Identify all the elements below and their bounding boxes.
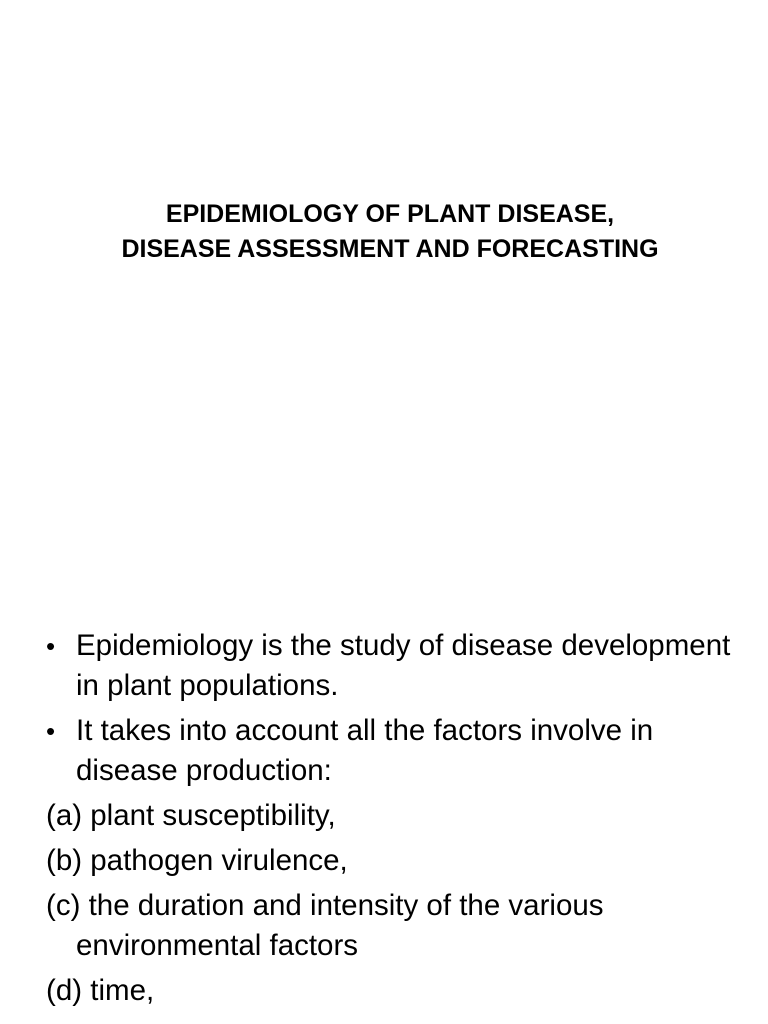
- list-item: (c) the duration and intensity of the various environmental factors: [46, 889, 604, 962]
- list-item: (d) time,: [46, 974, 155, 1007]
- slide-title: [0, 197, 768, 267]
- bullet-item: • It takes into account all the factors involve in disease production:: [46, 711, 746, 791]
- list-item: (b) pathogen virulence,: [46, 844, 348, 877]
- list-item: (a) plant susceptibility,: [46, 799, 336, 832]
- title-line-2: DISEASE ASSESSMENT AND FORECASTING: [121, 235, 659, 263]
- slide-body: [46, 626, 746, 1016]
- title-line-1: EPIDEMIOLOGY OF PLANT DISEASE,: [165, 200, 615, 228]
- bullet-item: • Epidemiology is the study of disease development in plant populations.: [46, 626, 746, 706]
